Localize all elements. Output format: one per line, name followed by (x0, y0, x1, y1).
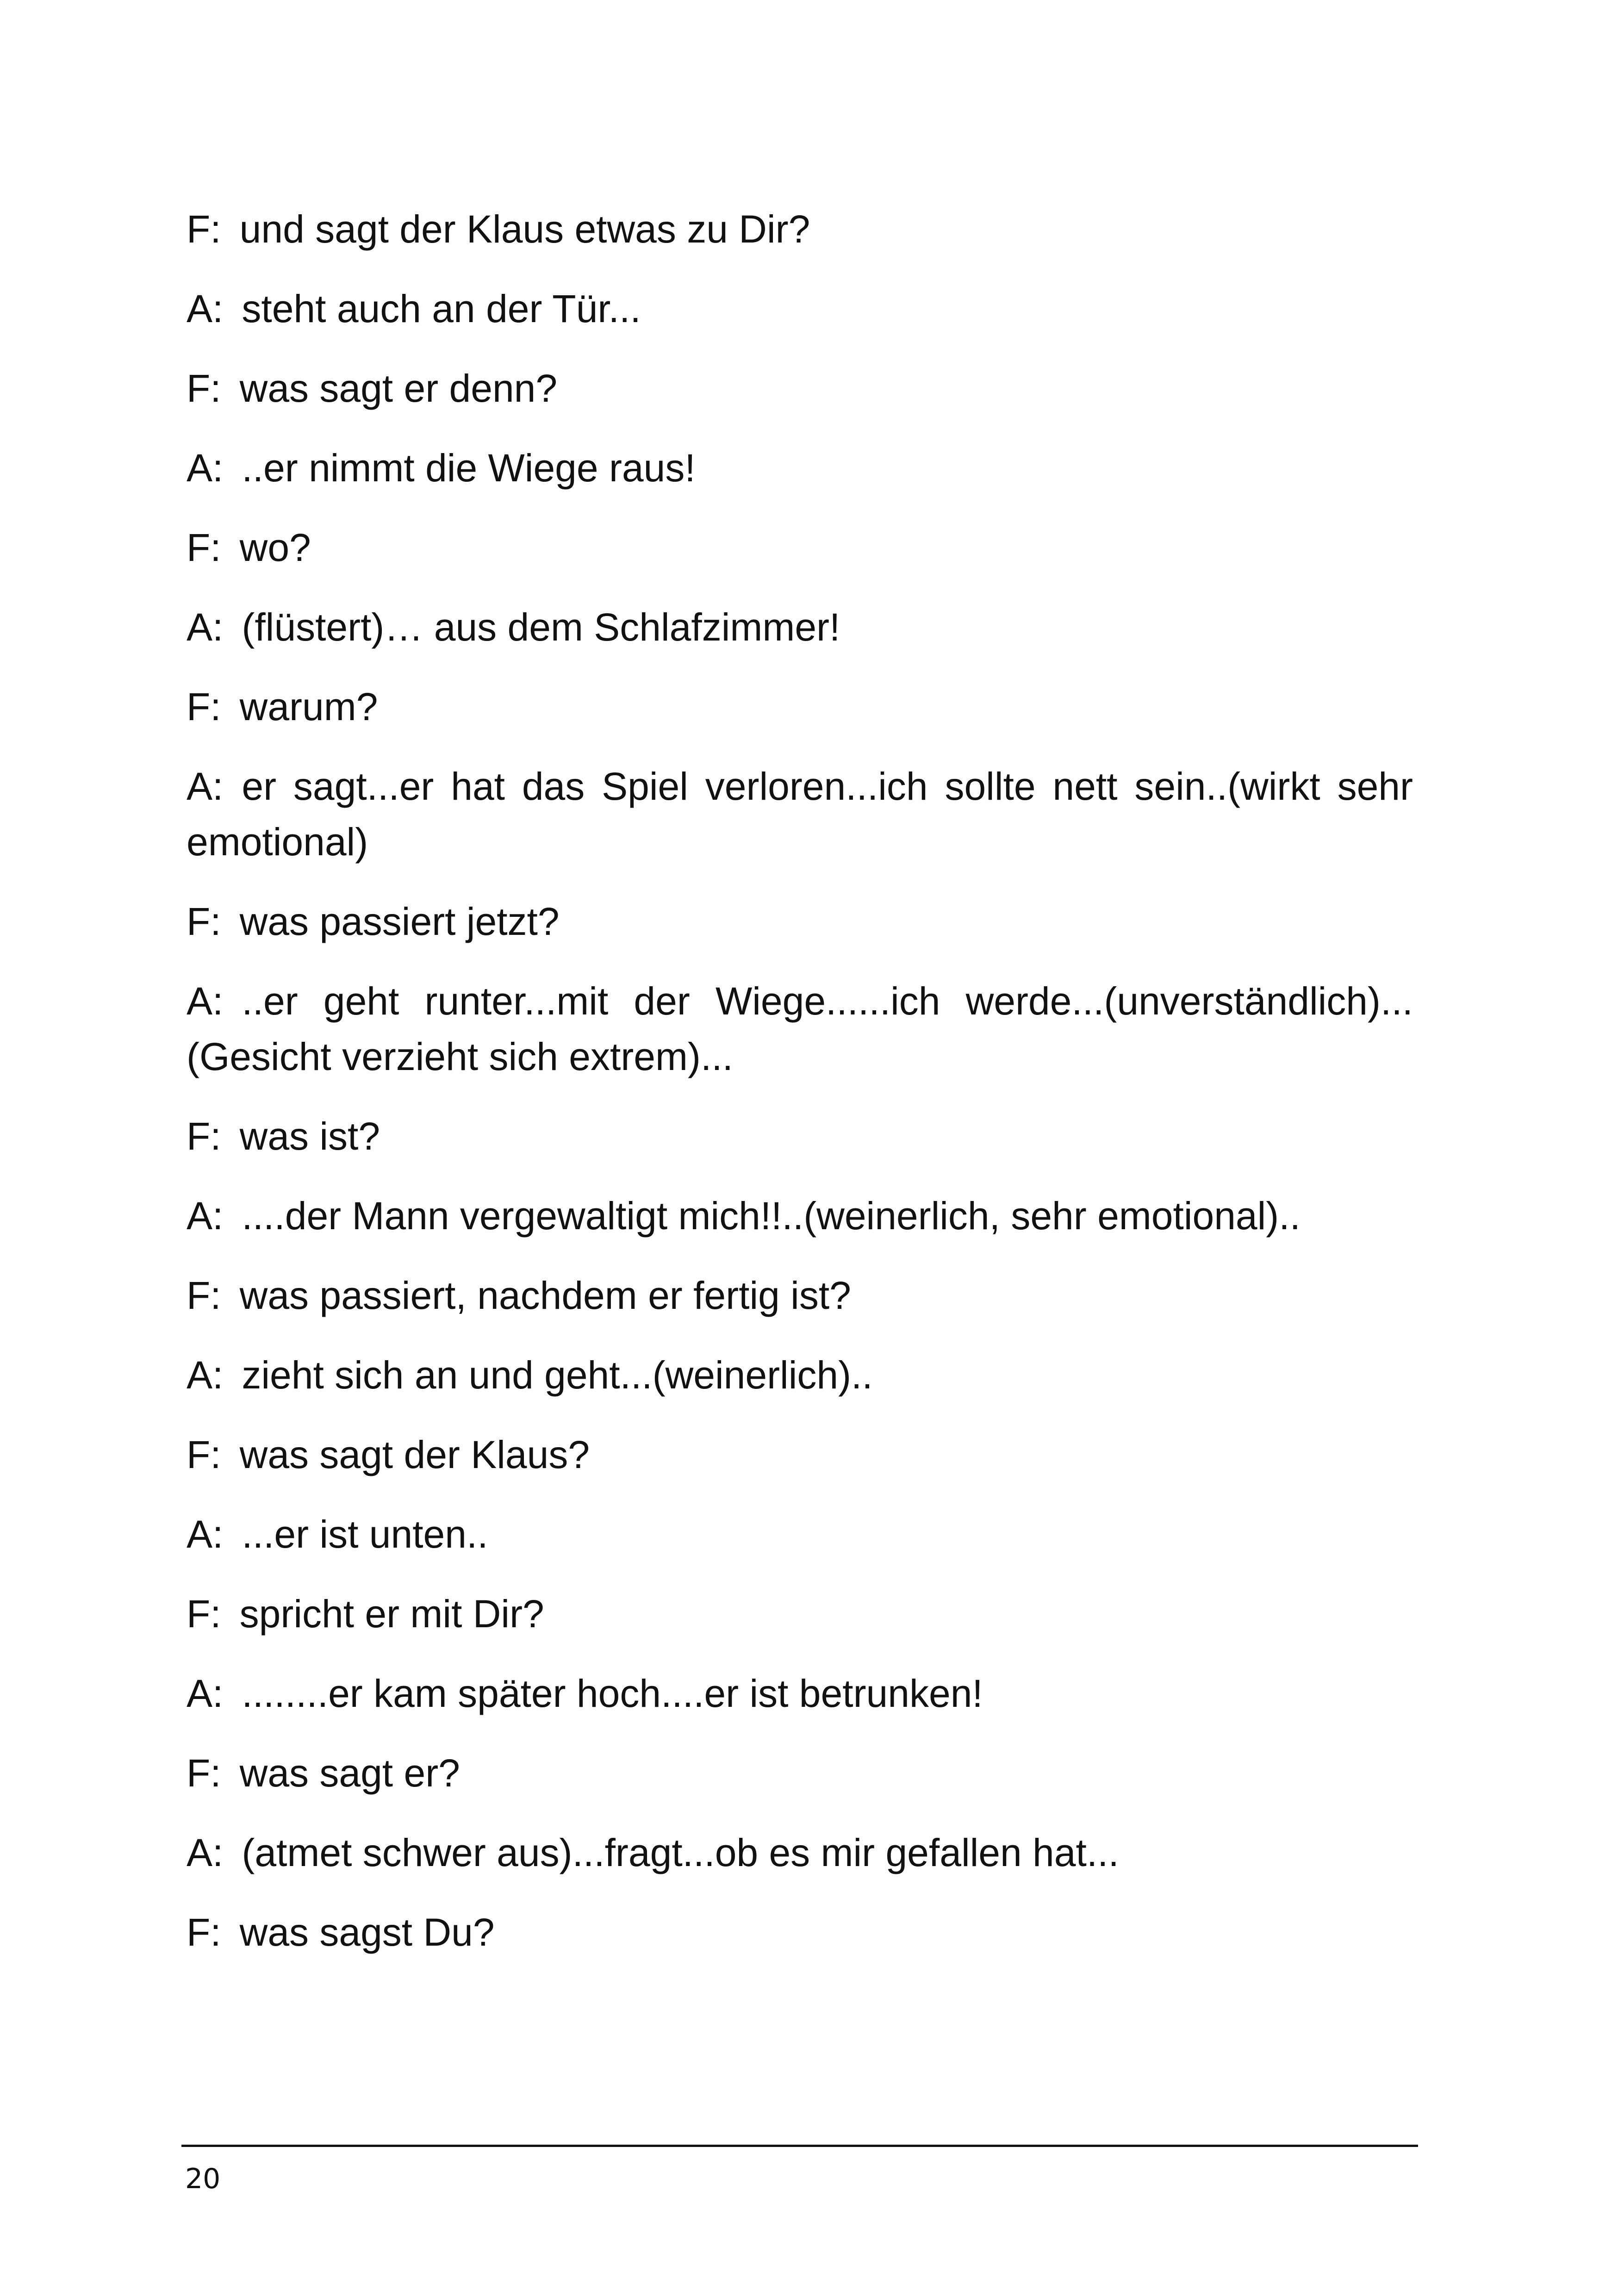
speaker-label: A: (187, 979, 224, 1023)
footer-divider (181, 2145, 1418, 2147)
transcript-line (187, 201, 1413, 257)
speaker-label: A: (187, 446, 224, 490)
transcript-line (187, 1427, 1413, 1482)
speaker-label: A: (187, 765, 224, 808)
speaker-label: A: (187, 1194, 224, 1238)
utterance-text: und sagt der Klaus etwas zu Dir? (239, 207, 810, 251)
utterance-text: was sagt er denn? (239, 367, 558, 410)
speaker-label: F: (187, 685, 221, 728)
speaker-label: A: (187, 1512, 224, 1556)
utterance-text: (atmet schwer aus)...fragt...ob es mir gefallen hat... (242, 1831, 1119, 1874)
transcript-line (187, 1586, 1413, 1642)
transcript-line (187, 973, 1413, 1084)
speaker-label: A: (187, 1353, 224, 1397)
transcript-line (187, 1268, 1413, 1323)
transcript-line (187, 1745, 1413, 1801)
utterance-text: ...er ist unten.. (242, 1512, 488, 1556)
speaker-label: A: (187, 1831, 224, 1874)
transcript-line (187, 1904, 1413, 1960)
page-number: 20 (185, 2163, 221, 2195)
utterance-text: ........er kam später hoch....er ist betrunken! (242, 1672, 983, 1715)
speaker-label: F: (187, 1751, 221, 1795)
utterance-text: ..er geht runter...mit der Wiege......ich werde...(unverständlich)...(Gesicht verzieht sich extrem)... (187, 979, 1413, 1078)
transcript-line (187, 759, 1413, 870)
speaker-label: A: (187, 287, 224, 330)
transcript-line (187, 281, 1413, 336)
transcript-line (187, 440, 1413, 496)
utterance-text: steht auch an der Tür... (242, 287, 641, 330)
utterance-text: was sagst Du? (239, 1910, 495, 1954)
utterance-text: warum? (239, 685, 378, 728)
utterance-text: was sagt er? (239, 1751, 460, 1795)
transcript-line (187, 1506, 1413, 1562)
speaker-label: F: (187, 1114, 221, 1158)
utterance-text: spricht er mit Dir? (239, 1592, 544, 1636)
speaker-label: F: (187, 367, 221, 410)
transcript-line (187, 679, 1413, 734)
speaker-label: F: (187, 1592, 221, 1636)
utterance-text: wo? (239, 526, 311, 569)
speaker-label: A: (187, 605, 224, 649)
speaker-label: F: (187, 1274, 221, 1317)
speaker-label: F: (187, 207, 221, 251)
speaker-label: F: (187, 526, 221, 569)
transcript-line (187, 1108, 1413, 1164)
utterance-text: was sagt der Klaus? (239, 1433, 590, 1476)
speaker-label: F: (187, 1433, 221, 1476)
transcript-line (187, 894, 1413, 949)
speaker-label: F: (187, 900, 221, 943)
utterance-text: was ist? (239, 1114, 380, 1158)
utterance-text: zieht sich an und geht...(weinerlich).. (242, 1353, 873, 1397)
speaker-label: A: (187, 1672, 224, 1715)
transcript-line (187, 1188, 1413, 1244)
speaker-label: F: (187, 1910, 221, 1954)
utterance-text: ....der Mann vergewaltigt mich!!..(weinerlich, sehr emotional).. (242, 1194, 1301, 1238)
transcript-line (187, 1666, 1413, 1721)
utterance-text: (flüstert)… aus dem Schlafzimmer! (242, 605, 840, 649)
transcript (187, 201, 1413, 1984)
utterance-text: er sagt...er hat das Spiel verloren...ich sollte nett sein..(wirkt sehr emotional) (187, 765, 1413, 864)
utterance-text: was passiert, nachdem er fertig ist? (239, 1274, 851, 1317)
transcript-line (187, 520, 1413, 575)
transcript-line (187, 361, 1413, 416)
transcript-line (187, 1347, 1413, 1403)
utterance-text: ..er nimmt die Wiege raus! (242, 446, 696, 490)
transcript-line (187, 1825, 1413, 1880)
transcript-line (187, 599, 1413, 655)
utterance-text: was passiert jetzt? (239, 900, 560, 943)
